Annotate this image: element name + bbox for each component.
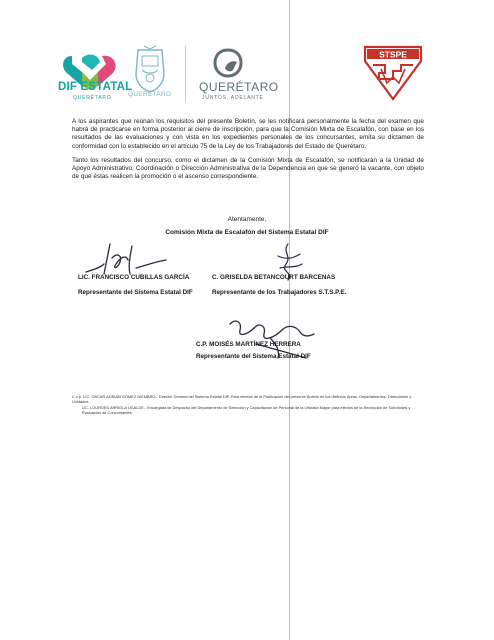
- escudo-caption: QUERÉTARO: [128, 91, 172, 98]
- queretaro-title: QUERÉTARO: [199, 80, 279, 94]
- signatory-1-name: LIC. FRANCISCO CUBILLAS GARCÍA: [78, 274, 190, 281]
- letterhead: [0, 40, 494, 110]
- cc-line-1: C.c.p. LIC. OSCAR ADRIÁN GÓMEZ NIEMBRO.- Director General del Sistema Estatal DIF. Para efectos de la Publicación del presente Boletín en los distintos Áreas, Departamentos, Direcciones y Unidades.: [72, 394, 412, 404]
- dif-subtitle: QUERÉTARO: [73, 95, 112, 101]
- queretaro-q-logo-icon: [213, 48, 243, 78]
- closing-salutation: Atentamente,: [227, 216, 267, 223]
- signatory-2-role: Representante de los Trabajadores S.T.S.P.E.: [212, 289, 347, 296]
- queretaro-tagline: JUNTOS, ADELANTE: [202, 95, 264, 101]
- stspe-logo-icon: [363, 43, 423, 103]
- signatory-3-role: Representante del Sistema Estatal DIF: [196, 353, 311, 360]
- signatory-2-name: C. GRISELDA BETANCOURT BARCENAS: [212, 274, 336, 281]
- body-paragraph-2: Tanto los resultados del concurso, como el dictamen de la Comisión Mixta de Escalafón, se notificarán a la Unidad de Apoyo Administrativo, Coordinación o Dirección Administrativa de la Dependencia en que se generó la vacante, con objeto de que éstas realicen la promoción o el ascenso correspondiente.: [72, 157, 424, 181]
- queretaro-coat-of-arms-icon: [128, 44, 172, 94]
- signatory-3-name: C.P. MOISÉS MARTÍNEZ HERRERA: [196, 341, 301, 348]
- stspe-label: STSPE: [379, 49, 407, 60]
- body-paragraph-1: A los aspirantes que reúnan los requisitos del presente Boletín, se les notificará personalmente la fecha del examen que habrá de practicarse en forma posterior al cierre de inscripción, para que la Comisión Mixta de Escalafón, con base en los resultados de las evaluaciones y con vista en los expedientes personales de los concursantes, emita su dictamen de conformidad con lo establecido en el artículo 75 de la Ley de los Trabajadores del Estado de Querétaro.: [72, 118, 424, 150]
- dif-estatal-title: DIF ESTATAL: [58, 81, 133, 93]
- signature-cubillas: [82, 238, 170, 278]
- header-divider: [185, 46, 186, 102]
- signatory-1-role: Representante del Sistema Estatal DIF: [78, 289, 193, 296]
- commission-name: Comisión Mixta de Escalafón del Sistema Estatal DIF: [165, 229, 329, 236]
- cc-line-2: LIC. LOURDES ARRIOLA UGALDE.- Encargada de Despacho del Departamento de Selección y Capacitación de Personal de la Oficialía Mayor para efectos de la Recepción de Solicitudes y Evaluación de Concursantes.: [82, 405, 411, 415]
